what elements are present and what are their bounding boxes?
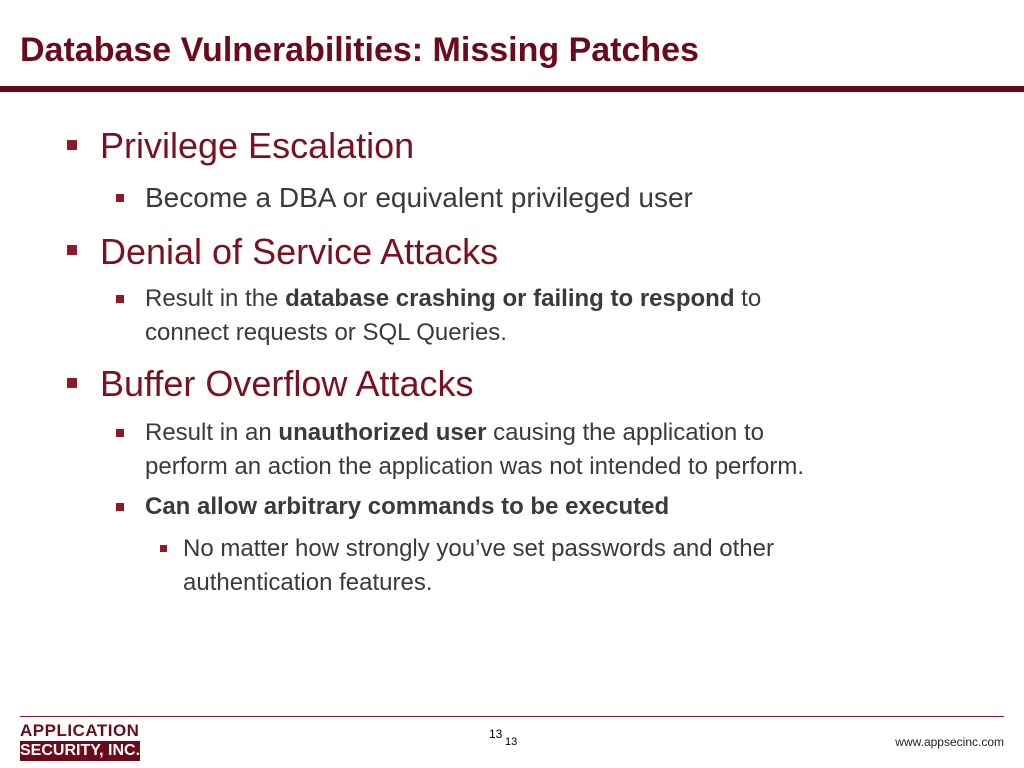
page-number-secondary: 13 xyxy=(505,736,518,748)
footer-url: www.appsecinc.com xyxy=(895,735,1004,749)
sub-bullet-dos-result-pre: Result in the xyxy=(145,285,286,312)
sub-bullet-overflow-result-line2: perform an action the application was not intended to perform. xyxy=(145,453,805,480)
page-number: 13 xyxy=(489,727,503,741)
company-logo xyxy=(20,722,140,762)
bullet-marker xyxy=(67,245,77,255)
sub-bullet-dos-result-post: to xyxy=(734,285,762,312)
logo-line-application: APPLICATION xyxy=(20,721,140,740)
sub-bullet-overflow-result-bold: unauthorized user xyxy=(278,419,487,446)
bullet-marker xyxy=(116,503,124,511)
sub-bullet-overflow-result-post: causing the application to xyxy=(486,419,764,446)
logo-line-security-inc: SECURITY, INC. xyxy=(20,742,141,759)
sub-bullet-become-dba: Become a DBA or equivalent privileged user xyxy=(145,182,693,213)
bullet-marker xyxy=(116,295,124,303)
footer-divider xyxy=(20,716,1004,717)
sub-bullet-dos-result-bold: database crashing or failing to respond xyxy=(285,285,735,312)
bullet-buffer-overflow: Buffer Overflow Attacks xyxy=(100,363,474,404)
bullet-marker xyxy=(160,545,167,552)
sub-bullet-overflow-result-pre: Result in an xyxy=(145,419,279,446)
bullet-marker xyxy=(67,378,77,388)
sub-bullet-dos-result-line2: connect requests or SQL Queries. xyxy=(145,319,507,346)
sub-sub-bullet-passwords: No matter how strongly you’ve set passwords and other xyxy=(183,535,774,562)
sub-bullet-overflow-result xyxy=(145,416,764,450)
sub-bullet-arbitrary-commands: Can allow arbitrary commands to be executed xyxy=(145,493,670,520)
sub-sub-bullet-passwords-line2: authentication features. xyxy=(183,569,433,596)
slide-title: Database Vulnerabilities: Missing Patches xyxy=(20,31,699,69)
bullet-denial-of-service: Denial of Service Attacks xyxy=(100,231,499,272)
bullet-marker xyxy=(116,194,124,202)
sub-bullet-dos-result xyxy=(145,282,761,316)
bullet-privilege-escalation: Privilege Escalation xyxy=(100,125,415,166)
bullet-marker xyxy=(67,140,77,150)
bullet-marker xyxy=(116,429,124,437)
